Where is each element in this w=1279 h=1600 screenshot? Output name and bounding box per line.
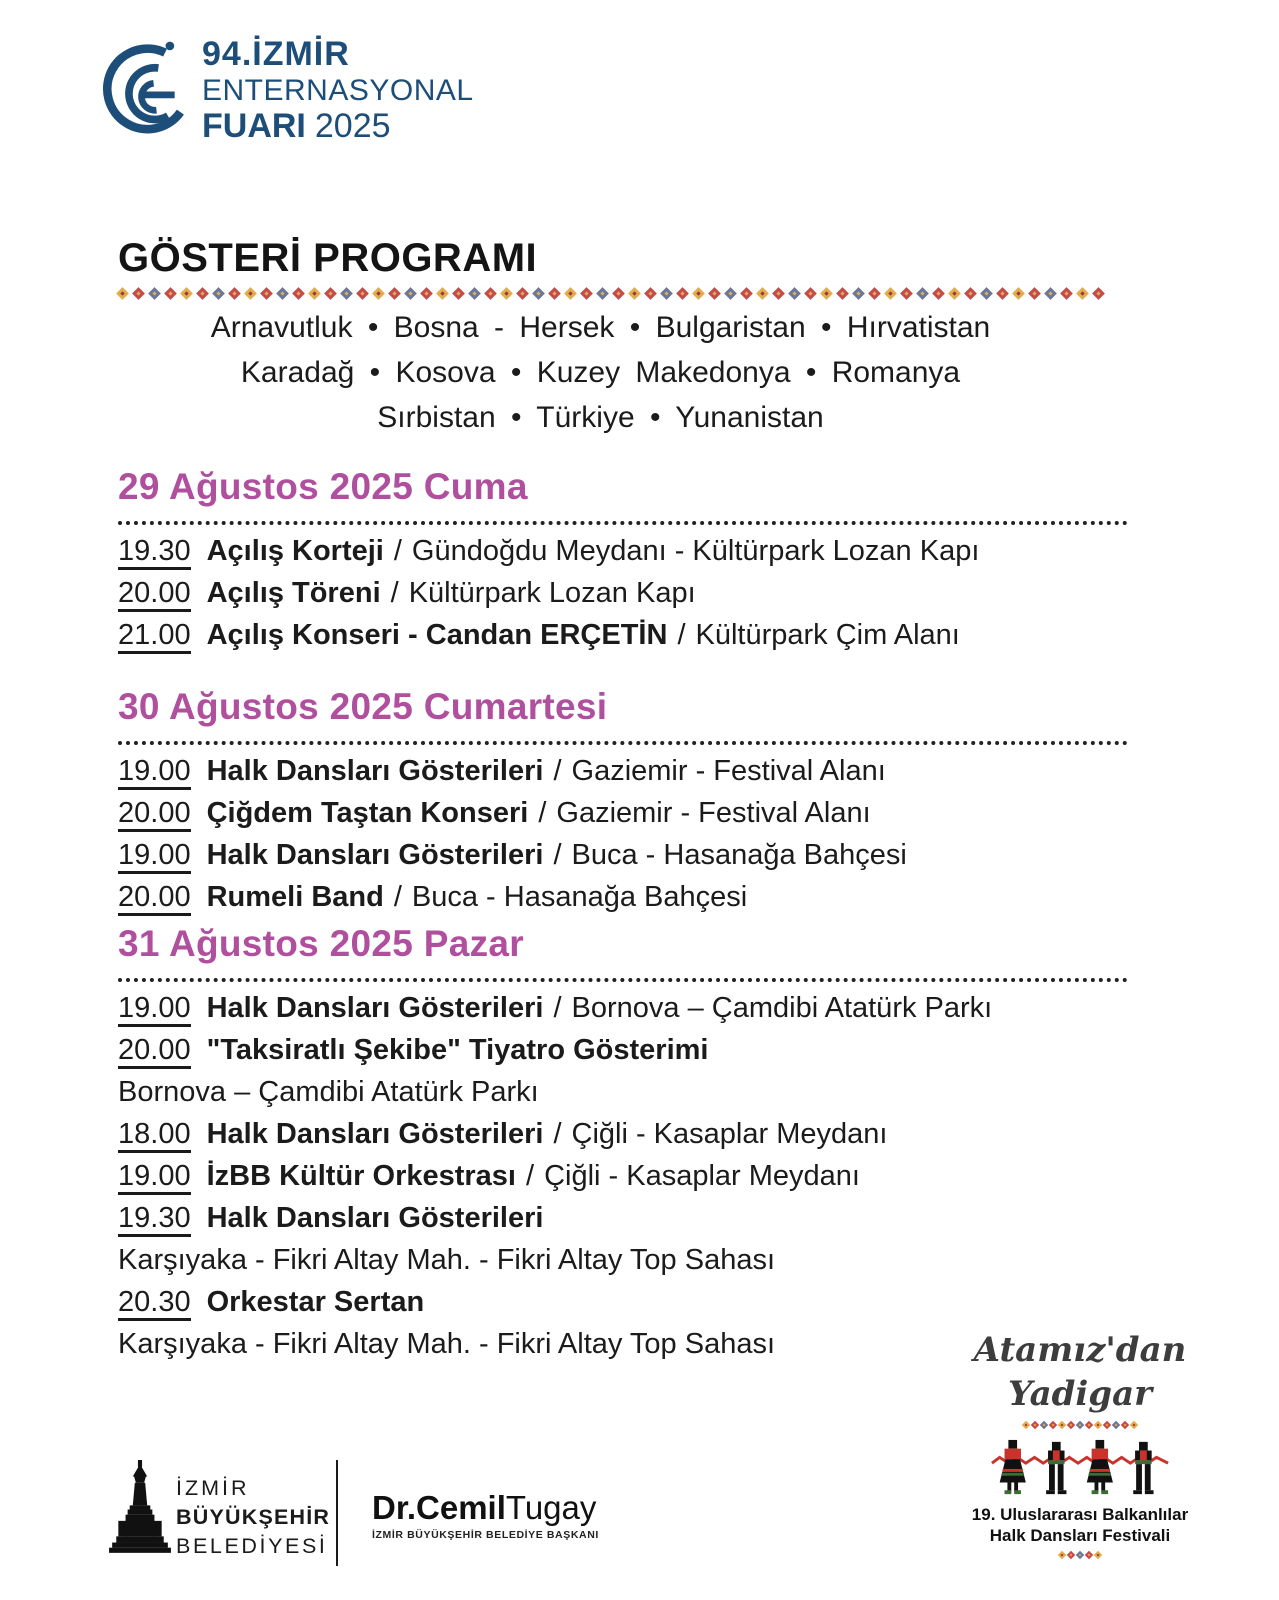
diamond-ornament-icon: [1094, 1421, 1102, 1429]
dotted-separator: [118, 521, 1128, 525]
diamond-ornament-icon: [836, 287, 849, 300]
day-section-slot-1: [118, 464, 1128, 656]
diamond-ornament-icon: [820, 287, 833, 300]
diamond-ornament-icon: [228, 287, 241, 300]
festival-diamond-row-bottom: [942, 1552, 1218, 1558]
diamond-ornament-icon: [1067, 1421, 1075, 1429]
diamond-ornament-icon: [148, 287, 161, 300]
mayor-signature: [372, 1490, 599, 1541]
diamond-ornament-icon: [1130, 1421, 1138, 1429]
festival-diamond-row-top: [942, 1422, 1218, 1428]
diamond-ornament-icon: [708, 287, 721, 300]
diamond-ornament-icon: [884, 287, 897, 300]
event-time: 19.00: [118, 1160, 191, 1195]
diamond-ornament-icon: [1121, 1421, 1129, 1429]
event-title: Açılış Konseri - Candan ERÇETİN: [206, 619, 668, 651]
event-time: 19.00: [118, 755, 191, 790]
event-time: 20.00: [118, 1034, 191, 1069]
diamond-ornament-icon: [1112, 1421, 1120, 1429]
diamond-ornament-icon: [676, 287, 689, 300]
dotted-separator: [118, 741, 1128, 745]
event-row: [118, 1113, 1128, 1155]
fair-logo-line3: [202, 108, 474, 145]
festival-title-line2: Halk Dansları Festivali: [989, 1526, 1171, 1545]
diamond-ornament-icon: [1040, 1421, 1048, 1429]
diamond-ornament-icon: [1085, 1551, 1093, 1559]
event-location: Gaziemir - Festival Alanı: [571, 755, 886, 787]
event-time: 19.00: [118, 839, 191, 874]
event-title: Orkestar Sertan: [206, 1286, 425, 1318]
fair-logo-line2: ENTERNASYONAL: [202, 74, 474, 107]
diamond-ornament-icon: [1028, 287, 1041, 300]
diamond-ornament-icon: [932, 287, 945, 300]
event-location: Gaziemir - Festival Alanı: [556, 797, 871, 829]
event-row: [118, 987, 1128, 1029]
diamond-ornament-icon: [564, 287, 577, 300]
event-location: Kültürpark Lozan Kapı: [408, 577, 696, 609]
diamond-ornament-icon: [804, 287, 817, 300]
diamond-ornament-icon: [772, 287, 785, 300]
footer-divider: [336, 1460, 338, 1566]
event-time: 20.00: [118, 577, 191, 612]
countries-line-1: Arnavutluk • Bosna - Hersek • Bulgaristan • Hırvatistan: [210, 311, 991, 344]
countries-line-2: Karadağ • Kosova • Kuzey Makedonya • Romanya: [240, 356, 961, 389]
diamond-ornament-icon: [548, 287, 561, 300]
diamond-ornament-icon: [916, 287, 929, 300]
event-title: Halk Dansları Gösterileri: [206, 1118, 544, 1150]
diamond-ornament-icon: [436, 287, 449, 300]
diamond-ornament-icon: [324, 287, 337, 300]
section-date: 31 Ağustos 2025 Pazar: [118, 923, 524, 964]
diamond-ornament-icon: [612, 287, 625, 300]
diamond-ornament-icon: [756, 287, 769, 300]
event-separator: /: [393, 535, 402, 567]
diamond-ornament-icon: [1058, 1551, 1066, 1559]
diamond-ornament-icon: [500, 287, 513, 300]
event-row: [118, 1281, 1128, 1323]
event-row: [118, 792, 1128, 834]
diamond-ornament-icon: [868, 287, 881, 300]
event-location-line: Karşıyaka - Fikri Altay Mah. - Fikri Altay Top Sahası: [118, 1244, 776, 1276]
event-location: Bornova – Çamdibi Atatürk Parkı: [571, 992, 993, 1024]
fair-logo-line1: 94.İZMİR: [202, 35, 350, 73]
event-separator: /: [553, 1118, 562, 1150]
event-location: Buca - Hasanağa Bahçesi: [411, 881, 748, 913]
event-time: 19.00: [118, 992, 191, 1027]
diamond-ornament-icon: [452, 287, 465, 300]
diamond-ornament-icon: [852, 287, 865, 300]
municipality-name: [176, 1474, 330, 1561]
event-row: [118, 530, 1128, 572]
diamond-ornament-icon: [1060, 287, 1073, 300]
countries-list: [118, 305, 1083, 440]
event-separator: /: [553, 839, 562, 871]
diamond-ornament-icon: [724, 287, 737, 300]
diamond-ornament-icon: [1012, 287, 1025, 300]
event-row: [118, 614, 1128, 656]
diamond-ornament-icon: [1092, 287, 1105, 300]
diamond-ornament-icon: [404, 287, 417, 300]
event-title: İzBB Kültür Orkestrası: [206, 1160, 516, 1192]
diamond-ornament-icon: [180, 287, 193, 300]
diamond-ornament-icon: [484, 287, 497, 300]
diamond-ornament-icon: [1049, 1421, 1057, 1429]
diamond-ornament-icon: [468, 287, 481, 300]
diamond-ornament-icon: [132, 287, 145, 300]
event-separator: /: [677, 619, 686, 651]
diamond-ornament-icon: [372, 287, 385, 300]
diamond-border: [118, 289, 1106, 298]
countries-line-3: Sırbistan • Türkiye • Yunanistan: [377, 401, 824, 434]
event-separator: /: [538, 797, 547, 829]
day-section: [118, 464, 1128, 656]
diamond-ornament-icon: [1076, 1551, 1084, 1559]
diamond-ornament-icon: [1067, 1551, 1075, 1559]
diamond-ornament-icon: [580, 287, 593, 300]
fair-logo-text: [202, 36, 474, 145]
event-row: [118, 572, 1128, 614]
diamond-ornament-icon: [996, 287, 1009, 300]
festival-logo: [942, 1328, 1218, 1558]
event-location: Buca - Hasanağa Bahçesi: [571, 839, 907, 871]
event-title: Açılış Töreni: [206, 577, 381, 609]
events-list: [118, 750, 1128, 918]
diamond-ornament-icon: [740, 287, 753, 300]
fair-logo-fuari: FUARI: [202, 107, 306, 145]
event-location: Çiğli - Kasaplar Meydanı: [571, 1118, 888, 1150]
event-row: [118, 1029, 1128, 1071]
diamond-ornament-icon: [1022, 1421, 1030, 1429]
event-time: 20.30: [118, 1286, 191, 1321]
diamond-ornament-icon: [1076, 287, 1089, 300]
mayor-subtitle: İZMİR BÜYÜKŞEHİR BELEDİYE BAŞKANI: [372, 1529, 599, 1541]
diamond-ornament-icon: [196, 287, 209, 300]
event-location: Kültürpark Çim Alanı: [695, 619, 960, 651]
festival-script-line2: Yadigar: [1007, 1374, 1153, 1414]
diamond-ornament-icon: [1103, 1421, 1111, 1429]
day-section: [118, 684, 1128, 918]
event-location-line: Bornova – Çamdibi Atatürk Parkı: [118, 1076, 539, 1108]
diamond-ornament-icon: [1085, 1421, 1093, 1429]
event-title: Halk Dansları Gösterileri: [206, 1202, 544, 1234]
diamond-ornament-icon: [212, 287, 225, 300]
diamond-ornament-icon: [516, 287, 529, 300]
diamond-ornament-icon: [276, 287, 289, 300]
diamond-ornament-icon: [1076, 1421, 1084, 1429]
diamond-ornament-icon: [660, 287, 673, 300]
diamond-ornament-icon: [308, 287, 321, 300]
event-title: Halk Dansları Gösterileri: [206, 839, 544, 871]
event-time: 19.30: [118, 535, 191, 570]
section-date: 29 Ağustos 2025 Cuma: [118, 466, 528, 507]
dotted-separator: [118, 978, 1128, 982]
event-title: Rumeli Band: [206, 881, 384, 913]
municipality-line2: BÜYÜKŞEHİR: [176, 1505, 331, 1529]
diamond-ornament-icon: [116, 287, 129, 300]
event-row: [118, 876, 1128, 918]
event-row: [118, 834, 1128, 876]
day-section: [118, 921, 1128, 1365]
events-list: [118, 530, 1128, 656]
diamond-ornament-icon: [980, 287, 993, 300]
fair-logo: [98, 36, 474, 145]
folk-dancers-icon: [942, 1438, 1218, 1498]
mayor-name: [372, 1490, 599, 1526]
fair-logo-year: 2025: [314, 107, 391, 145]
diamond-ornament-icon: [644, 287, 657, 300]
izmir-clock-tower-icon: [108, 1460, 172, 1558]
diamond-ornament-icon: [900, 287, 913, 300]
day-section-slot-3: [118, 921, 1128, 1365]
municipality-line1: İZMİR: [176, 1476, 250, 1500]
event-title: "Taksiratlı Şekibe" Tiyatro Gösterimi: [206, 1034, 709, 1066]
event-row: [118, 1155, 1128, 1197]
diamond-ornament-icon: [260, 287, 273, 300]
diamond-ornament-icon: [1058, 1421, 1066, 1429]
diamond-ornament-icon: [692, 287, 705, 300]
diamond-ornament-icon: [1044, 287, 1057, 300]
diamond-ornament-icon: [1094, 1551, 1102, 1559]
event-time: 21.00: [118, 619, 191, 654]
event-time: 20.00: [118, 797, 191, 832]
festival-script-line1: Atamız'dan: [973, 1330, 1187, 1370]
diamond-ornament-icon: [628, 287, 641, 300]
event-separator: /: [553, 755, 562, 787]
fair-logo-icon: [98, 37, 190, 145]
logo-dot-icon: [166, 41, 175, 50]
diamond-ornament-icon: [340, 287, 353, 300]
diamond-ornament-icon: [164, 287, 177, 300]
page-title: GÖSTERİ PROGRAMI: [118, 236, 538, 280]
mayor-name-bold: Dr.Cemil: [372, 1489, 506, 1526]
event-title: Çiğdem Taştan Konseri: [206, 797, 529, 829]
event-separator: /: [553, 992, 562, 1024]
diamond-ornament-icon: [964, 287, 977, 300]
section-date: 30 Ağustos 2025 Cumartesi: [118, 686, 608, 727]
municipality-line3: BELEDİYESİ: [176, 1534, 328, 1558]
event-location: Çiğli - Kasaplar Meydanı: [544, 1160, 860, 1192]
event-separator: /: [390, 577, 399, 609]
event-title: Halk Dansları Gösterileri: [206, 755, 544, 787]
mayor-name-light: Tugay: [505, 1489, 597, 1526]
diamond-ornament-icon: [244, 287, 257, 300]
diamond-ornament-icon: [948, 287, 961, 300]
diamond-ornament-icon: [356, 287, 369, 300]
diamond-ornament-icon: [420, 287, 433, 300]
diamond-ornament-icon: [1031, 1421, 1039, 1429]
event-time: 20.00: [118, 881, 191, 916]
event-separator: /: [393, 881, 402, 913]
diamond-ornament-icon: [292, 287, 305, 300]
event-time: 18.00: [118, 1118, 191, 1153]
events-list: [118, 987, 1128, 1365]
event-row: [118, 750, 1128, 792]
event-location-line: Karşıyaka - Fikri Altay Mah. - Fikri Altay Top Sahası: [118, 1328, 776, 1360]
event-row: [118, 1197, 1128, 1239]
event-time: 19.30: [118, 1202, 191, 1237]
diamond-ornament-icon: [388, 287, 401, 300]
diamond-ornament-icon: [596, 287, 609, 300]
diamond-ornament-icon: [788, 287, 801, 300]
event-title: Açılış Korteji: [206, 535, 384, 567]
event-location: Gündoğdu Meydanı - Kültürpark Lozan Kapı: [411, 535, 980, 567]
day-section-slot-2: [118, 684, 1128, 918]
festival-title-line1: 19. Uluslararası Balkanlılar: [971, 1505, 1189, 1524]
diamond-ornament-icon: [532, 287, 545, 300]
event-separator: /: [526, 1160, 535, 1192]
event-title: Halk Dansları Gösterileri: [206, 992, 544, 1024]
